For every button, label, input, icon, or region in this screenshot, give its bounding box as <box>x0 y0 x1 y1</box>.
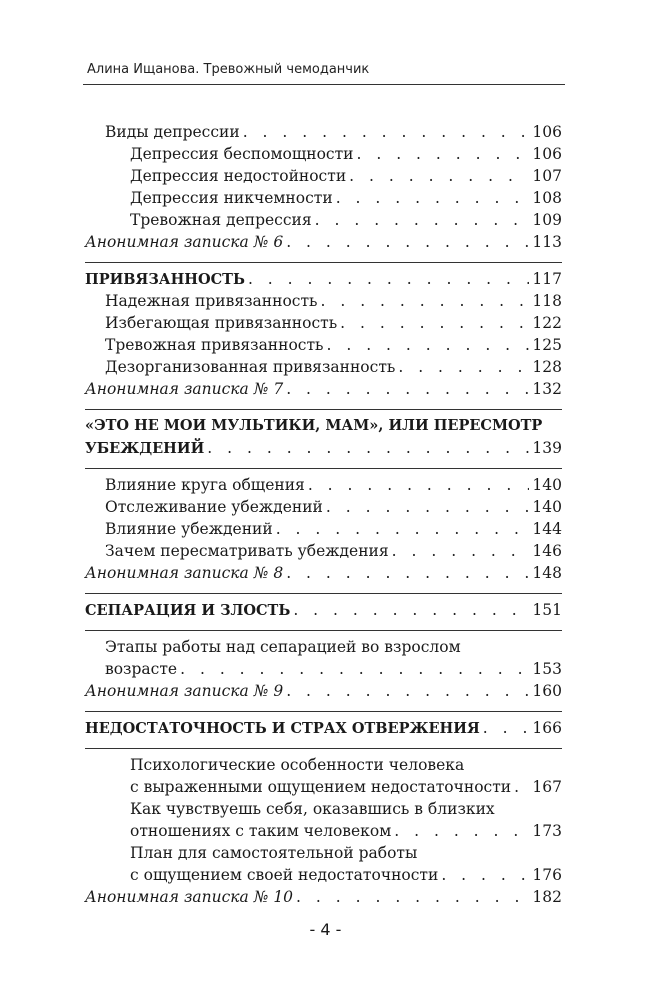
toc-entry-title: Надежная привязанность <box>105 292 318 310</box>
dot-leader <box>248 268 529 290</box>
toc-entry-title: Зачем пересматривать убеждения <box>105 542 389 560</box>
toc-entry[interactable] <box>85 143 562 165</box>
dot-leader <box>326 496 530 518</box>
section-divider <box>85 630 562 631</box>
dot-leader <box>514 776 529 798</box>
dot-leader <box>308 474 530 496</box>
toc-entry-page: 144 <box>532 520 562 538</box>
dot-leader <box>320 290 529 312</box>
toc-entry-page: 167 <box>532 778 562 796</box>
toc-entry[interactable] <box>85 187 562 209</box>
page-number: - 4 - <box>309 920 342 939</box>
toc-entry-page: 173 <box>532 822 562 840</box>
toc-entry-title: возрасте <box>105 660 178 678</box>
toc-entry-page: 151 <box>532 601 562 619</box>
toc-entry-title: Избегающая привязанность <box>105 314 338 332</box>
section-divider <box>85 262 562 263</box>
dot-leader <box>441 864 529 886</box>
toc-entry-page: 128 <box>532 358 562 376</box>
toc-entry[interactable] <box>85 209 562 231</box>
toc-note-entry[interactable] <box>85 886 562 908</box>
toc-note-entry[interactable] <box>85 231 562 253</box>
toc-note-entry[interactable] <box>85 562 562 584</box>
dot-leader <box>340 312 529 334</box>
toc-chapter-title: СЕПАРАЦИЯ И ЗЛОСТЬ <box>85 602 291 619</box>
toc-entry[interactable] <box>85 820 562 842</box>
dot-leader <box>336 187 530 209</box>
toc-entry-title: отношениях с таким человеком <box>130 822 392 840</box>
toc-entry-title: Депрессия никчемности <box>130 189 333 207</box>
toc-entry-page: 139 <box>532 439 562 457</box>
toc-entry-title: Отслеживание убеждений <box>105 498 323 516</box>
toc-entry-title-line[interactable]: Этапы работы над сепарацией во взрослом <box>105 638 461 656</box>
toc-entry-page: 140 <box>532 498 562 516</box>
toc-entry-page: 106 <box>532 123 562 141</box>
toc-entry[interactable] <box>85 658 562 680</box>
toc-entry[interactable] <box>85 334 562 356</box>
toc-entry[interactable] <box>85 540 562 562</box>
toc-entry[interactable] <box>85 474 562 496</box>
header-rule <box>83 84 565 85</box>
toc-entry-title-line[interactable]: Психологические особенности человека <box>130 756 465 774</box>
toc-entry-title: Тревожная депрессия <box>130 211 312 229</box>
toc-entry-title: Анонимная записка № 9 <box>85 682 284 700</box>
dot-leader <box>180 658 529 680</box>
toc-entry-title: с выраженными ощущением недостаточности <box>130 778 512 796</box>
dot-leader <box>207 437 529 459</box>
dot-leader <box>394 820 529 842</box>
dot-leader <box>276 518 530 540</box>
toc-chapter-entry[interactable] <box>85 599 562 621</box>
toc-entry-page: 182 <box>532 888 562 906</box>
toc-entry-title: Анонимная записка № 7 <box>85 380 284 398</box>
toc-entry-page: 106 <box>532 145 562 163</box>
toc-entry-title: Виды депрессии <box>105 123 240 141</box>
toc-entry-page: 176 <box>532 866 562 884</box>
dot-leader <box>296 886 529 908</box>
toc-chapter-title: ПРИВЯЗАННОСТЬ <box>85 271 245 288</box>
toc-entry[interactable] <box>85 165 562 187</box>
toc-entry-title: Влияние убеждений <box>105 520 273 538</box>
toc-entry[interactable] <box>85 290 562 312</box>
toc-note-entry[interactable] <box>85 680 562 702</box>
toc-entry-title: с ощущением своей недостаточности <box>130 866 439 884</box>
toc-entry-page: 148 <box>532 564 562 582</box>
toc-entry-page: 108 <box>532 189 562 207</box>
dot-leader <box>286 231 529 253</box>
dot-leader <box>349 165 529 187</box>
toc-entry-page: 160 <box>532 682 562 700</box>
toc-entry-page: 122 <box>532 314 562 332</box>
toc-entry-page: 109 <box>532 211 562 229</box>
table-of-contents <box>85 121 562 908</box>
toc-entry-title: Тревожная привязанность <box>105 336 324 354</box>
section-divider <box>85 468 562 469</box>
toc-entry[interactable] <box>85 121 562 143</box>
toc-entry-page: 118 <box>532 292 562 310</box>
toc-entry[interactable] <box>85 312 562 334</box>
dot-leader <box>286 562 529 584</box>
section-divider <box>85 409 562 410</box>
toc-entry-title-line[interactable]: План для самостоятельной работы <box>130 844 418 862</box>
toc-chapter-title: НЕДОСТАТОЧНОСТЬ И СТРАХ ОТВЕРЖЕНИЯ <box>85 720 480 737</box>
dot-leader <box>286 378 529 400</box>
dot-leader <box>398 356 529 378</box>
running-header: Алина Ищанова. Тревожный чемоданчик <box>87 62 370 77</box>
toc-entry[interactable] <box>85 518 562 540</box>
section-divider <box>85 593 562 594</box>
toc-chapter-entry[interactable] <box>85 437 562 459</box>
toc-entry-title: Депрессия беспомощности <box>130 145 354 163</box>
section-divider <box>85 748 562 749</box>
dot-leader <box>327 334 530 356</box>
toc-entry-title: Анонимная записка № 6 <box>85 233 284 251</box>
dot-leader <box>392 540 530 562</box>
toc-chapter-title: УБЕЖДЕНИЙ <box>85 440 205 457</box>
dot-leader <box>357 143 530 165</box>
toc-entry-page: 140 <box>532 476 562 494</box>
toc-entry-title: Влияние круга общения <box>105 476 305 494</box>
toc-entry-page: 107 <box>532 167 562 185</box>
dot-leader <box>293 599 529 621</box>
toc-chapter-entry[interactable] <box>85 717 562 739</box>
toc-entry-page: 166 <box>532 719 562 737</box>
toc-entry-page: 117 <box>532 270 562 288</box>
dot-leader <box>243 121 530 143</box>
toc-entry-title: Анонимная записка № 10 <box>85 888 294 906</box>
toc-chapter-entry[interactable] <box>85 268 562 290</box>
toc-entry[interactable] <box>85 776 562 798</box>
toc-entry-title-line[interactable]: Как чувствуешь себя, оказавшись в близких <box>130 800 495 818</box>
toc-chapter-title-line[interactable]: «ЭТО НЕ МОИ МУЛЬТИКИ, МАМ», ИЛИ ПЕРЕСМОТР <box>85 417 543 434</box>
dot-leader <box>286 680 529 702</box>
toc-entry-page: 153 <box>532 660 562 678</box>
toc-note-entry[interactable] <box>85 378 562 400</box>
toc-entry-title: Анонимная записка № 8 <box>85 564 284 582</box>
toc-entry[interactable] <box>85 496 562 518</box>
toc-entry-page: 125 <box>532 336 562 354</box>
toc-entry[interactable] <box>85 864 562 886</box>
dot-leader <box>483 717 530 739</box>
toc-entry-title: Депрессия недостойности <box>130 167 347 185</box>
toc-entry[interactable] <box>85 356 562 378</box>
dot-leader <box>315 209 530 231</box>
toc-entry-page: 113 <box>532 233 562 251</box>
section-divider <box>85 711 562 712</box>
toc-entry-title: Дезорганизованная привязанность <box>105 358 396 376</box>
toc-entry-page: 132 <box>532 380 562 398</box>
toc-entry-page: 146 <box>532 542 562 560</box>
